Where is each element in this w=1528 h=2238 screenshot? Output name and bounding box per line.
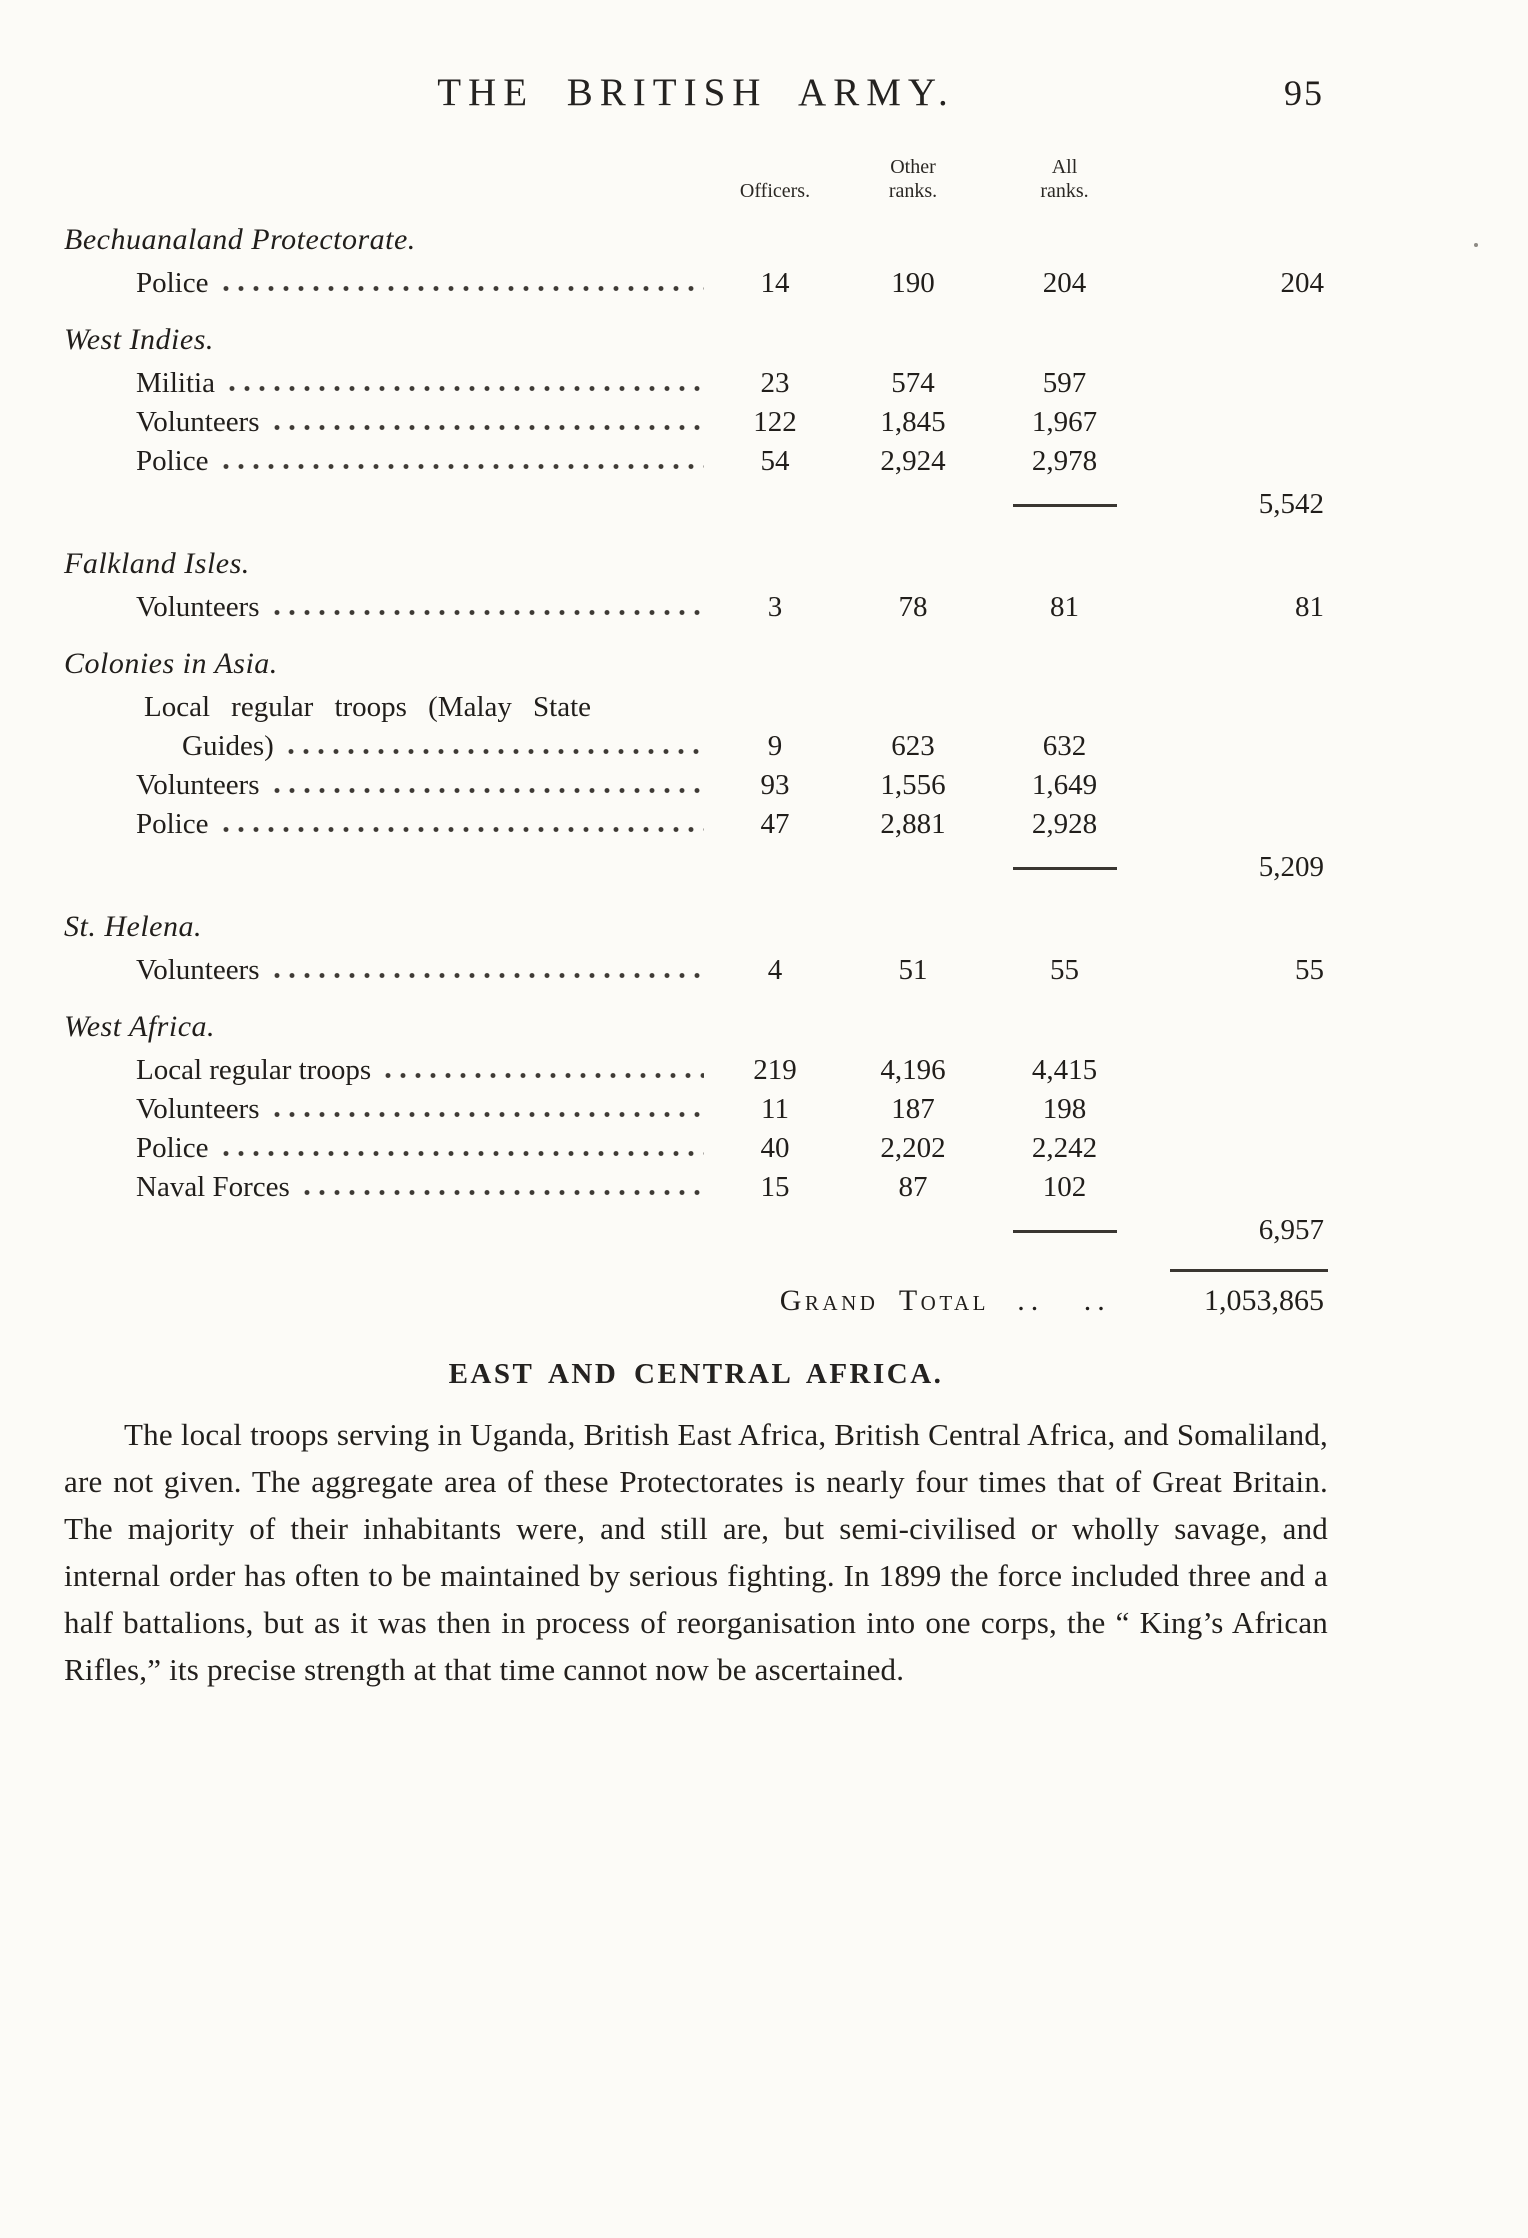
row-label-area [64, 403, 714, 442]
table-row [64, 805, 1328, 844]
sum-rule [1013, 504, 1117, 507]
leader-dots [229, 385, 704, 392]
officers-cell: 14 [760, 267, 790, 299]
all-ranks-cell: 597 [1042, 367, 1087, 399]
all-ranks-cell: 81 [1050, 591, 1079, 623]
column-header-text: Officers. [739, 180, 811, 202]
row-label-area [64, 805, 714, 844]
all-ranks-cell: 198 [1042, 1093, 1087, 1125]
page-header [64, 70, 1328, 115]
east-central-africa-section [64, 1358, 1328, 1693]
section-heading: St. Helena. [64, 910, 202, 943]
officers-cell: 122 [753, 406, 797, 438]
row-label-area [64, 1168, 714, 1207]
leader-dots [223, 463, 705, 470]
other-ranks-cell: 2,202 [880, 1132, 946, 1164]
officers-cell: 15 [760, 1171, 790, 1203]
table-row [64, 1129, 1328, 1168]
leader-dots [223, 1150, 705, 1157]
row-label-area [64, 442, 714, 481]
row-label-area [64, 766, 714, 805]
table-section-falkland [64, 544, 1328, 627]
row-label: Police [136, 445, 209, 477]
army-strength-table [64, 155, 1328, 1322]
column-header-all-ranks [990, 155, 1139, 203]
grand-total-dots: .. .. [1017, 1284, 1111, 1317]
row-label: Local regular troops (Malay State [144, 691, 592, 723]
leader-dots [274, 787, 704, 794]
column-header-text: ranks. [1040, 180, 1089, 202]
other-ranks-cell: 78 [898, 591, 928, 623]
row-label-area [64, 688, 714, 766]
leader-dots [223, 826, 705, 833]
grand-total-rule-row [64, 1269, 1328, 1272]
all-ranks-cell: 2,242 [1031, 1132, 1098, 1164]
row-label: Volunteers [136, 406, 260, 438]
grand-total-value: 1,053,865 [1204, 1284, 1324, 1317]
row-label: Volunteers [136, 591, 260, 623]
all-ranks-cell: 1,649 [1031, 769, 1098, 801]
column-header-officers [714, 179, 836, 203]
section-heading: Falkland Isles. [64, 547, 250, 580]
officers-cell: 3 [767, 591, 783, 623]
officers-cell: 4 [767, 954, 783, 986]
leader-dots [274, 424, 704, 431]
table-row [64, 264, 1328, 303]
table-row [64, 588, 1328, 627]
table-row [64, 1090, 1328, 1129]
table-row [64, 364, 1328, 403]
scan-artifact-dot [1474, 243, 1478, 247]
table-section-west-indies [64, 320, 1328, 527]
subtotal-value: 5,542 [1258, 487, 1324, 520]
all-ranks-cell: 4,415 [1031, 1054, 1098, 1086]
officers-cell: 11 [761, 1093, 789, 1125]
subtotal-row [64, 1207, 1328, 1253]
sum-rule [1013, 1230, 1117, 1233]
table-row [64, 1168, 1328, 1207]
other-ranks-cell: 1,556 [880, 769, 946, 801]
all-ranks-cell: 1,967 [1031, 406, 1098, 438]
leader-dots [274, 972, 704, 979]
row-label: Local regular troops [136, 1054, 372, 1086]
officers-cell: 54 [760, 445, 790, 477]
other-ranks-cell: 1,845 [880, 406, 946, 438]
row-label-area [64, 588, 714, 627]
other-ranks-cell: 2,924 [880, 445, 946, 477]
leader-dots [223, 285, 705, 292]
row-label: Volunteers [136, 1093, 260, 1125]
row-label-area [64, 264, 714, 303]
all-ranks-cell: 2,978 [1031, 445, 1098, 477]
all-ranks-cell: 2,928 [1031, 808, 1098, 840]
all-ranks-cell: 55 [1050, 954, 1079, 986]
officers-cell: 47 [760, 808, 790, 840]
table-section-bechuanaland [64, 220, 1328, 303]
other-ranks-cell: 87 [898, 1171, 928, 1203]
officers-cell: 93 [760, 769, 790, 801]
table-row [64, 951, 1328, 990]
section-heading: Colonies in Asia. [64, 647, 278, 680]
row-label-area [64, 1129, 714, 1168]
row-label: Police [136, 267, 209, 299]
section-heading: Bechuanaland Protectorate. [64, 223, 416, 256]
officers-cell: 23 [760, 367, 790, 399]
all-ranks-cell: 204 [1042, 267, 1087, 299]
table-row [64, 688, 1328, 766]
table-row [64, 403, 1328, 442]
officers-cell: 219 [753, 1054, 797, 1086]
table-section-west-africa [64, 1007, 1328, 1253]
other-ranks-cell: 187 [891, 1093, 935, 1125]
leader-dots [385, 1072, 704, 1079]
article-heading: EAST AND CENTRAL AFRICA. [448, 1358, 944, 1390]
other-ranks-cell: 623 [891, 730, 935, 762]
subtotal-value: 5,209 [1258, 850, 1324, 883]
other-ranks-cell: 51 [898, 954, 928, 986]
subtotal-value: 6,957 [1258, 1213, 1324, 1246]
row-label: Volunteers [136, 954, 260, 986]
column-header-text: ranks. [888, 180, 938, 202]
leader-dots [288, 748, 704, 755]
column-header-other-ranks [836, 155, 990, 203]
other-ranks-cell: 4,196 [880, 1054, 946, 1086]
table-section-st-helena [64, 907, 1328, 990]
subtotal-row [64, 481, 1328, 527]
row-label: Naval Forces [136, 1171, 290, 1203]
table-row [64, 1051, 1328, 1090]
officers-cell: 9 [767, 730, 783, 762]
subtotal-row [64, 844, 1328, 890]
table-row [64, 442, 1328, 481]
other-ranks-cell: 2,881 [880, 808, 946, 840]
other-ranks-cell: 574 [891, 367, 935, 399]
row-label: Volunteers [136, 769, 260, 801]
all-ranks-cell: 102 [1042, 1171, 1087, 1203]
row-label: Militia [136, 367, 215, 399]
sum-rule [1013, 867, 1117, 870]
column-header-text: Other [890, 156, 936, 178]
total-cell: 81 [1295, 591, 1324, 623]
other-ranks-cell: 190 [891, 267, 935, 299]
column-header-text: All [1051, 156, 1078, 178]
row-label: Police [136, 808, 209, 840]
row-label-area [64, 1090, 714, 1129]
page-number: 95 [1284, 73, 1324, 113]
leader-dots [304, 1189, 704, 1196]
table-row [64, 766, 1328, 805]
row-label-area [64, 951, 714, 990]
grand-total-row [64, 1280, 1328, 1322]
table-section-colonies-asia [64, 644, 1328, 890]
article-paragraph: The local troops serving in Uganda, British East Africa, British Central Africa, and Somaliland, are not given. The aggregate area of these Protectorates is nearly four times that of Great Britain. The majority of their inhabitants were, and still are, but semi-civilised or wholly savage, and internal order has often to be maintained by serious fighting. In 1899 the force included three and a half battalions, but as it was then in process of reorganisation into one corps, the “ King’s African Rifles,” its precise strength at that time cannot now be ascertained. [64, 1417, 1328, 1687]
row-label: Police [136, 1132, 209, 1164]
total-cell: 55 [1295, 954, 1324, 986]
row-label-area [64, 1051, 714, 1090]
row-label: Guides) [182, 730, 274, 762]
table-header-row [64, 155, 1328, 203]
all-ranks-cell: 632 [1042, 730, 1087, 762]
grand-total-label: Grand Total [779, 1284, 989, 1317]
total-cell: 204 [1280, 267, 1324, 299]
section-heading: West Africa. [64, 1010, 216, 1043]
leader-dots [274, 1111, 704, 1118]
row-label-area [64, 364, 714, 403]
leader-dots [274, 609, 704, 616]
grand-total-rule [1170, 1269, 1328, 1272]
section-heading: West Indies. [64, 323, 214, 356]
officers-cell: 40 [760, 1132, 790, 1164]
page-title: THE BRITISH ARMY. [437, 71, 955, 114]
